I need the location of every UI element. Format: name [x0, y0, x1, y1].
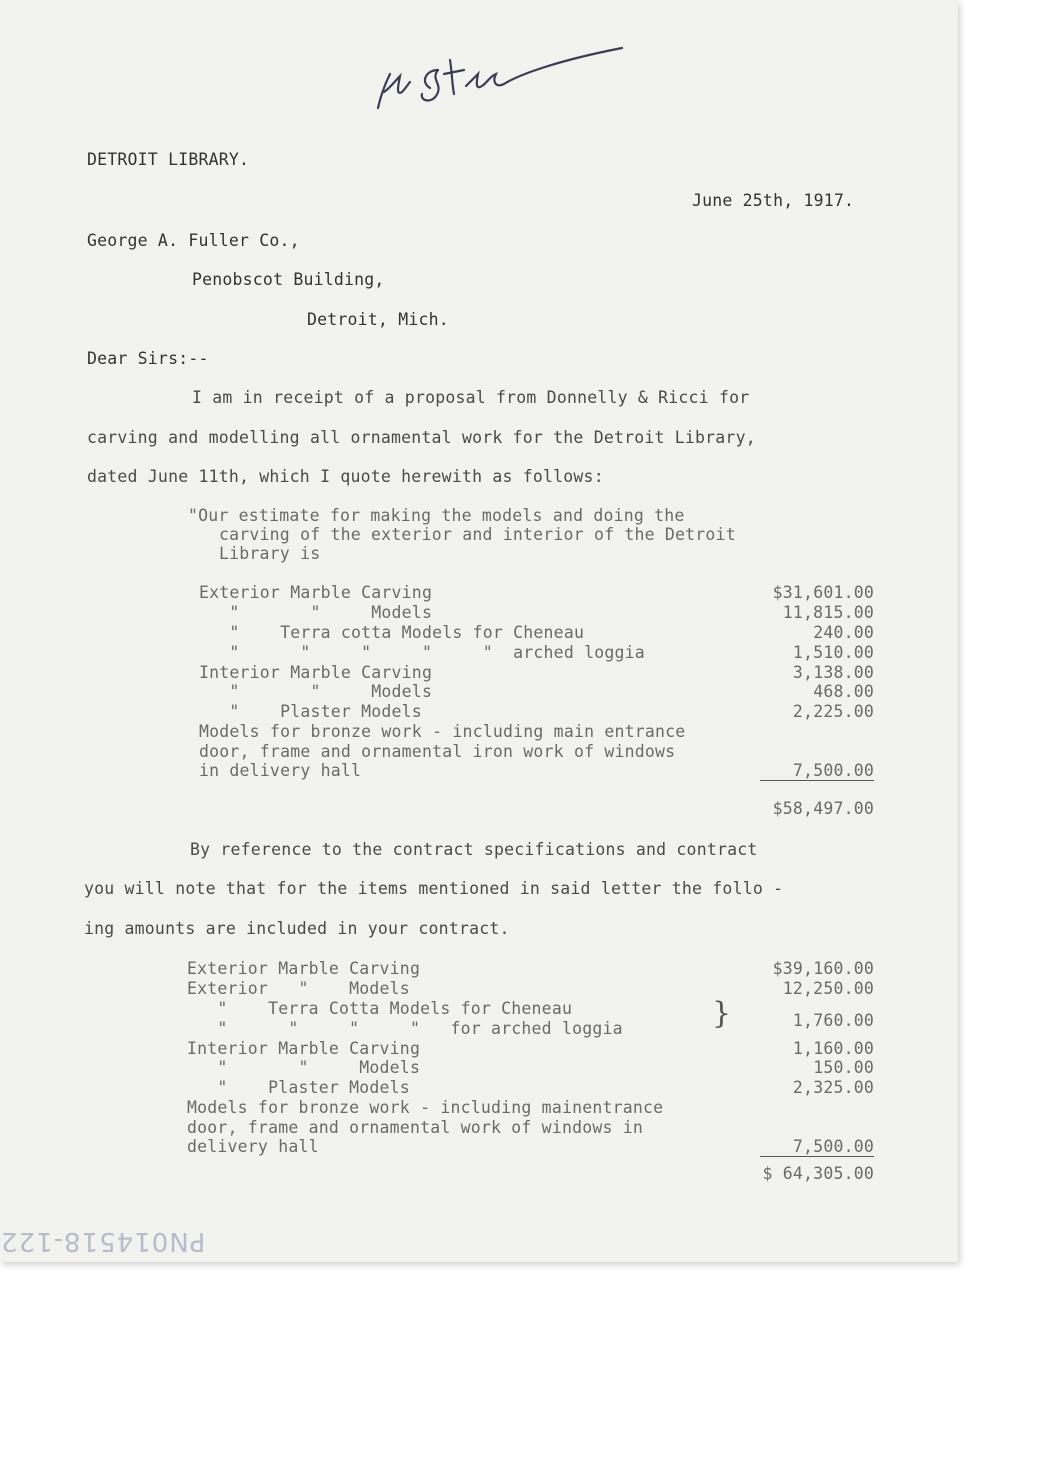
- quote-line: Library is: [219, 544, 321, 563]
- estimate-row-amount: $31,601.00: [772, 583, 874, 602]
- estimate-row-amount: 240.00: [813, 623, 874, 642]
- estimate-row-label: " " Models: [199, 603, 433, 622]
- letter-date: June 25th, 1917.: [692, 191, 855, 210]
- estimate-row-label: " " " " " arched loggia: [199, 643, 645, 662]
- estimate-row-label: " Terra cotta Models for Cheneau: [199, 623, 585, 642]
- estimate-row-label: " Plaster Models: [199, 702, 422, 721]
- contract-row-amount: 1,760.00: [792, 1011, 874, 1030]
- estimate-row-amount: 2,225.00: [792, 702, 874, 721]
- contract-row-amount: 1,160.00: [792, 1039, 874, 1058]
- paragraph-2-line: you will note that for the items mentioned in said letter the follo -: [84, 879, 784, 898]
- estimate-row-label: Exterior Marble Carving: [199, 583, 433, 602]
- archive-stamp: PN014518-122: [0, 1226, 206, 1256]
- contract-row-amount: $39,160.00: [772, 959, 874, 978]
- paragraph-1-line: carving and modelling all ornamental work for the Detroit Library,: [87, 428, 756, 447]
- paragraph-1-line: dated June 11th, which I quote herewith as follows:: [87, 467, 604, 486]
- paragraph-2-line: ing amounts are included in your contract.: [84, 919, 510, 938]
- estimate-row-label: " " Models: [199, 682, 433, 701]
- estimate-row-label: in delivery hall: [199, 761, 362, 780]
- contract-row-label: " " Models: [187, 1058, 421, 1077]
- estimate-row-label: door, frame and ornamental iron work of windows: [199, 742, 676, 761]
- handwritten-signature: [360, 30, 630, 125]
- contract-total: $ 64,305.00: [762, 1164, 874, 1183]
- contract-row-label: Exterior Marble Carving: [187, 959, 421, 978]
- contract-row-label: " " " " for arched loggia: [187, 1019, 623, 1038]
- estimate-row-amount: 7,500.00: [760, 761, 874, 781]
- contract-row-label: Exterior " Models: [187, 979, 410, 998]
- contract-row-label: Interior Marble Carving: [187, 1039, 421, 1058]
- paragraph-1-line: I am in receipt of a proposal from Donnelly & Ricci for: [192, 388, 750, 407]
- estimate-row-amount: 3,138.00: [792, 663, 874, 682]
- contract-row-label: delivery hall: [187, 1137, 319, 1156]
- salutation: Dear Sirs:--: [87, 349, 209, 368]
- quote-line: "Our estimate for making the models and doing the: [188, 506, 685, 525]
- address-line-2: Penobscot Building,: [192, 270, 385, 289]
- address-line-3: Detroit, Mich.: [307, 310, 449, 329]
- estimate-total: $58,497.00: [772, 799, 874, 818]
- estimate-row-label: Models for bronze work - including main entrance: [199, 722, 686, 741]
- contract-row-label: door, frame and ornamental work of windows in: [187, 1118, 644, 1137]
- estimate-row-amount: 11,815.00: [782, 603, 874, 622]
- contract-row-amount: 150.00: [813, 1058, 874, 1077]
- estimate-row-amount: 1,510.00: [792, 643, 874, 662]
- contract-row-amount: 12,250.00: [782, 979, 874, 998]
- contract-row-amount: 2,325.00: [792, 1078, 874, 1097]
- quote-line: carving of the exterior and interior of the Detroit: [219, 525, 736, 544]
- contract-row-label: " Terra Cotta Models for Cheneau: [187, 999, 573, 1018]
- estimate-row-amount: 468.00: [813, 682, 874, 701]
- estimate-row-label: Interior Marble Carving: [199, 663, 433, 682]
- contract-row-label: Models for bronze work - including mainentrance: [187, 1098, 664, 1117]
- brace-mark: }: [712, 996, 732, 1031]
- address-line-1: George A. Fuller Co.,: [87, 231, 300, 250]
- contract-row-amount: 7,500.00: [760, 1137, 874, 1157]
- project-heading: DETROIT LIBRARY.: [87, 150, 250, 169]
- contract-row-label: " Plaster Models: [187, 1078, 410, 1097]
- paragraph-2-line: By reference to the contract specifications and contract: [190, 840, 758, 859]
